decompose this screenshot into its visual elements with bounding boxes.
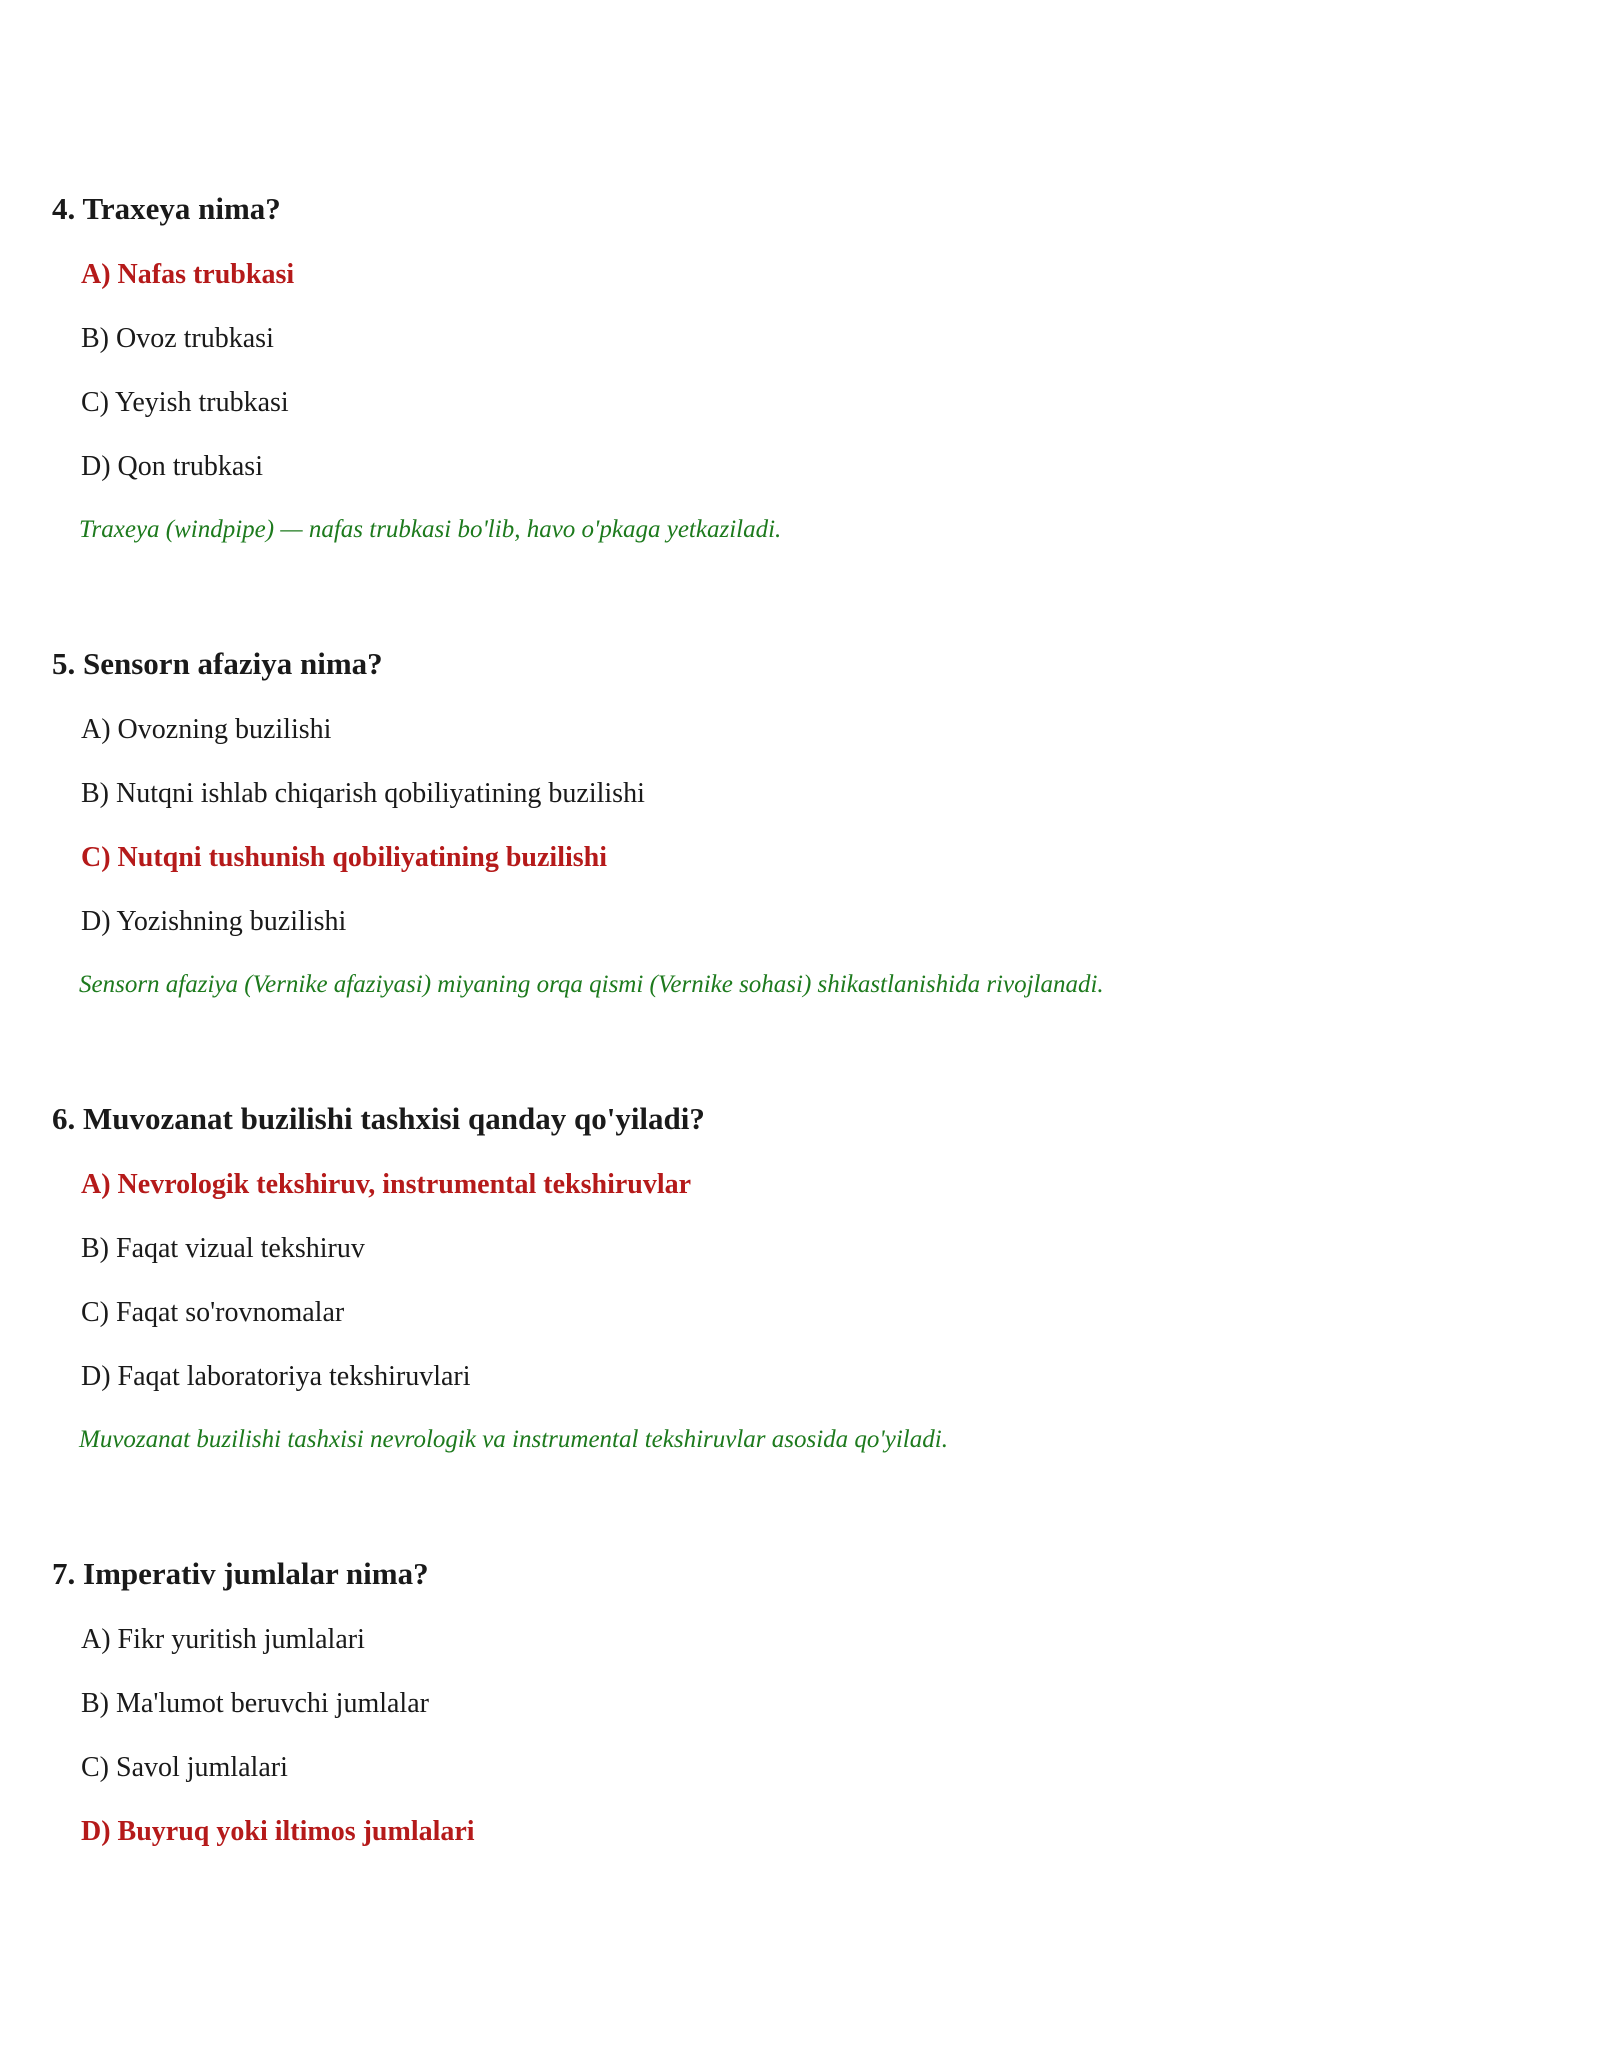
question-title: 7. Imperativ jumlalar nima? — [52, 1556, 429, 1591]
option-b: B) Nutqni ishlab chiqarish qobiliyatining buzilishi — [81, 778, 645, 809]
options-list — [52, 1167, 1532, 1395]
question-7 — [52, 1554, 1532, 1850]
option-d: D) Faqat laboratoriya tekshiruvlari — [81, 1361, 471, 1392]
question-title: 4. Traxeya nima? — [52, 191, 281, 226]
option-a: A) Nafas trubkasi — [81, 259, 295, 290]
option-b: B) Faqat vizual tekshiruv — [81, 1233, 365, 1264]
option-c: C) Nutqni tushunish qobiliyatining buzilishi — [81, 842, 608, 873]
option-a: A) Ovozning buzilishi — [81, 714, 332, 745]
options-list — [52, 712, 1532, 940]
option-a: A) Fikr yuritish jumlalari — [81, 1624, 365, 1655]
options-list — [52, 257, 1532, 485]
explanation: Muvozanat buzilishi tashxisi nevrologik va instrumental tekshiruvlar asosida qo'yiladi. — [79, 1426, 948, 1453]
question-title: 6. Muvozanat buzilishi tashxisi qanday qo'yiladi? — [52, 1101, 705, 1136]
question-title: 5. Sensorn afaziya nima? — [52, 646, 383, 681]
options-list — [52, 1622, 1532, 1850]
option-a: A) Nevrologik tekshiruv, instrumental tekshiruvlar — [81, 1169, 692, 1200]
option-c: C) Faqat so'rovnomalar — [81, 1297, 345, 1328]
option-c: C) Yeyish trubkasi — [81, 387, 289, 418]
option-b: B) Ma'lumot beruvchi jumlalar — [81, 1688, 429, 1719]
option-d: D) Qon trubkasi — [81, 451, 263, 482]
question-6 — [52, 1099, 1532, 1482]
question-4 — [52, 189, 1532, 572]
explanation: Traxeya (windpipe) — nafas trubkasi bo'lib, havo o'pkaga yetkaziladi. — [79, 516, 782, 543]
option-c: C) Savol jumlalari — [81, 1752, 288, 1783]
option-b: B) Ovoz trubkasi — [81, 323, 274, 354]
option-d: D) Yozishning buzilishi — [81, 906, 347, 937]
option-d: D) Buyruq yoki iltimos jumlalari — [81, 1816, 475, 1847]
explanation: Sensorn afaziya (Vernike afaziyasi) miyaning orqa qismi (Vernike sohasi) shikastlanishida rivojlanadi. — [79, 971, 1104, 998]
question-5 — [52, 644, 1532, 1027]
